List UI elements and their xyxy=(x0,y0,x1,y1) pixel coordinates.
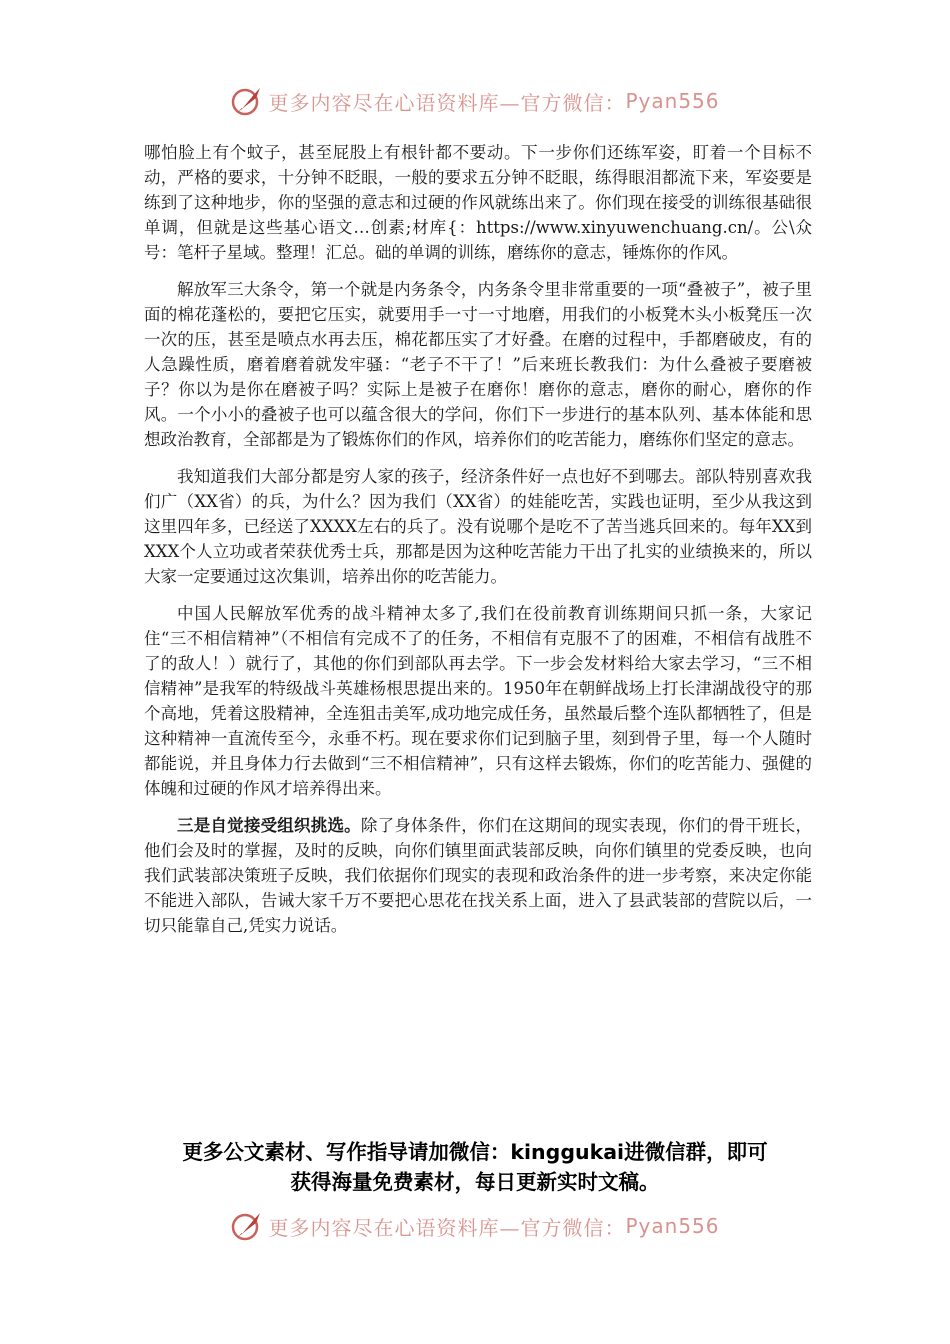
footer-wechat-id: Pyan556 xyxy=(625,1214,720,1238)
footer-banner xyxy=(0,1209,950,1243)
promo-notice xyxy=(100,1137,850,1197)
header-wechat-id: Pyan556 xyxy=(625,89,720,113)
paragraph-1: 哪怕脸上有个蚊子，甚至屁股上有根针都不要动。下一步你们还练军姿，盯着一个目标不动，严格的要求，十分钟不眨眼，一般的要求五分钟不眨眼，练得眼泪都流下来，军姿要是练到了这种地步，你的坚强的意志和过硬的作风就练出来了。你们现在接受的训练很基础很单调，但就是这些基心语文…创素;材库{：https://www.xinyuwenchuang.cn/。公\众号：笔杆子星域。整理！汇总。础的单调的训练，磨练你的意志，锤炼你的作风。 xyxy=(144,143,812,262)
paragraph-4: 中国人民解放军优秀的战斗精神太多了,我们在役前教育训练期间只抓一条，大家记住“三不相信精神”（不相信有完成不了的任务，不相信有克服不了的困难，不相信有战胜不了的敌人！）就行了，其他的你们到部队再去学。下一步会发材料给大家去学习，“三不相信精神”是我军的特级战斗英雄杨根思提出来的。1950年在朝鲜战场上打长津湖战役守的那个高地，凭着这股精神，全连狙击美军,成功地完成任务，虽然最后整个连队都牺牲了，但是这种精神一直流传至今，永垂不朽。现在要求你们记到脑子里，刻到骨子里，每一个人随时都能说，并且身体力行去做到“三不相信精神”，只有这样去锻炼，你们的吃苦能力、强健的体魄和过硬的作风才培养得出来。 xyxy=(144,604,812,798)
paragraph-5-heading: 三是自觉接受组织挑选。 xyxy=(177,816,361,835)
paragraph-5-text: 除了身体条件，你们在这期间的现实表现，你们的骨干班长，他们会及时的掌握，及时的反映，向你们镇里面武装部反映，向你们镇里的党委反映，也向我们武装部决策班子反映，我们依据你们现实的表现和政治条件的进一步考察，来决定你能不能进入部队，告诫大家千万不要把心思花在找关系上面，进入了县武装部的营院以后，一切只能靠自己,凭实力说话。 xyxy=(144,816,813,935)
header-banner-text: 更多内容尽在心语资料库—官方微信： xyxy=(268,90,626,115)
quill-logo-icon xyxy=(230,84,264,118)
paragraph-5 xyxy=(144,813,812,938)
paragraph-3: 我知道我们大部分都是穷人家的孩子，经济条件好一点也好不到哪去。部队特别喜欢我们广（XX省）的兵，为什么？因为我们（XX省）的娃能吃苦，实践也证明，至少从我这到这里四年多，已经送了XXXX左右的兵了。没有说哪个是吃不了苦当逃兵回来的。每年XX到XXX个人立功或者荣获优秀士兵，那都是因为这种吃苦能力干出了扎实的业绩换来的，所以大家一定要通过这次集训，培养出你的吃苦能力。 xyxy=(144,467,812,586)
paragraph-2: 解放军三大条令，第一个就是内务条令，内务条令里非常重要的一项“叠被子”，被子里面的棉花蓬松的，要把它压实，就要用手一寸一寸地磨，用我们的小板凳木头小板凳压一次一次的压，甚至是喷点水再去压，棉花都压实了才好叠。在磨的过程中，手都磨破皮，有的人急躁性质，磨着磨着就发牢骚：“老子不干了！”后来班长教我们：为什么叠被子要磨被子？你以为是你在磨被子吗？实际上是被子在磨你！磨你的意志，磨你的耐心，磨你的作风。一个小小的叠被子也可以蕴含很大的学问，你们下一步进行的基本队列、基本体能和思想政治教育，全部都是为了锻炼你们的作风，培养你们的吃苦能力，磨练你们坚定的意志。 xyxy=(144,280,812,449)
promo-line-1: 更多公文素材、写作指导请加微信：kinggukai进微信群，即可 xyxy=(182,1140,768,1164)
footer-banner-text: 更多内容尽在心语资料库—官方微信： xyxy=(268,1215,626,1240)
promo-line-2: 获得海量免费素材，每日更新实时文稿。 xyxy=(290,1170,660,1194)
quill-logo-icon xyxy=(230,1209,264,1243)
document-body xyxy=(144,140,812,950)
header-banner xyxy=(0,84,950,118)
